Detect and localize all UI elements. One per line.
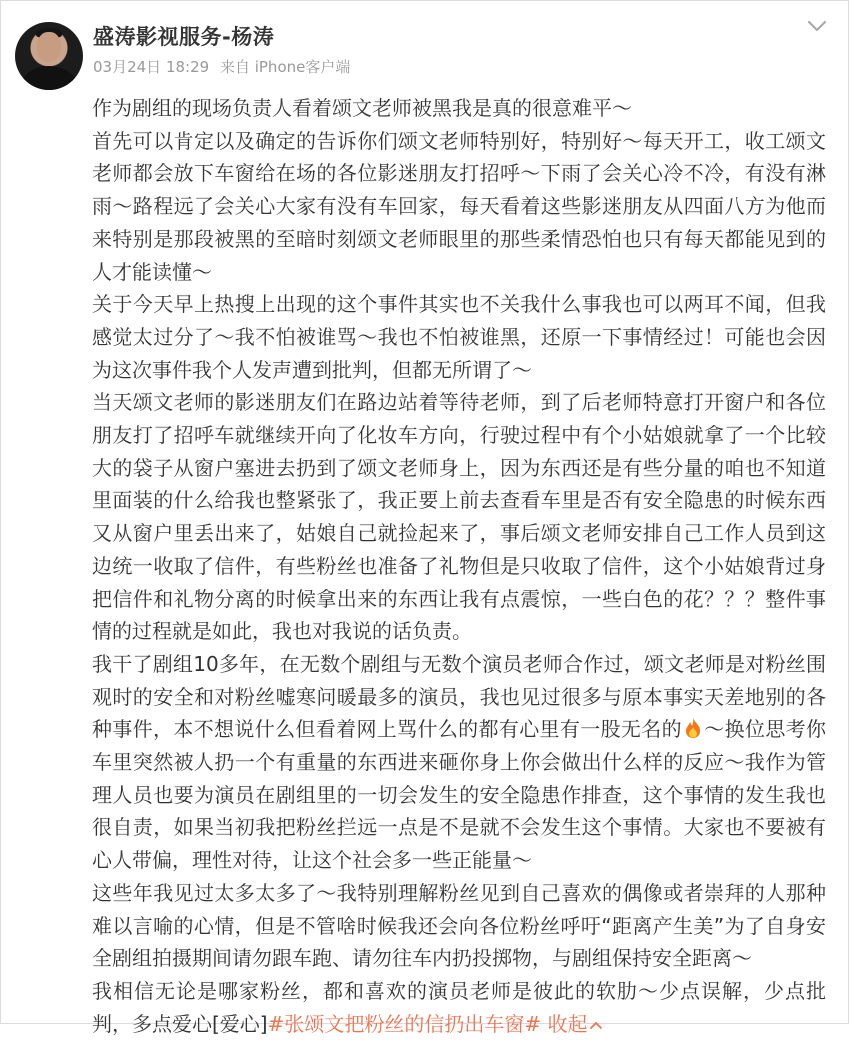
post-paragraph: 这些年我见过太多太多了～我特别理解粉丝见到自己喜欢的偶像或者崇拜的人那种难以言喻的心情，但是不管啥时候我还会向各位粉丝呼吁“距离产生美”为了自身安全剧组拍摄期间请勿跟车跑、请勿往车内扔投掷物，与剧组保持安全距离～ [92, 880, 826, 971]
post-content [92, 92, 826, 1040]
chevron-down-icon[interactable] [804, 15, 830, 37]
fire-emoji-icon [684, 717, 702, 739]
chevron-up-icon [590, 1021, 602, 1029]
post-paragraph: 当天颂文老师的影迷朋友们在路边站着等待老师，到了后老师特意打开窗户和各位朋友打了招呼车就继续开向了化妆车方向，行驶过程中有个小姑娘就拿了一个比较大的袋子从窗户塞进去扔到了颂文老师身上，因为东西还是有些分量的咱也不知道里面装的什么给我也整紧张了，我正要上前去查看车里是否有安全隐患的时候东西又从窗户里丢出来了，姑娘自己就捡起来了，事后颂文老师安排自己工作人员到这边统一收取了信件，有些粉丝也准备了礼物但是只收取了信件，这个小姑娘背过身把信件和礼物分离的时候拿出来的东西让我有点震惊，一些白色的花？？？整件事情的过程就是如此，我也对我说的话负责。 [92, 390, 826, 644]
post-source: 来自 iPhone客户端 [219, 58, 351, 76]
hashtag-link[interactable]: #张颂文把粉丝的信扔出车窗# [267, 1011, 542, 1036]
avatar[interactable] [15, 22, 83, 90]
post-paragraph: 首先可以肯定以及确定的告诉你们颂文老师特别好，特别好～每天开工，收工颂文老师都会放下车窗给在场的各位影迷朋友打招呼～下雨了会关心冷不冷，有没有淋雨～路程远了会关心大家有没有车回家，每天看着这些影迷朋友从四面八方为他而来特别是那段被黑的至暗时刻颂文老师眼里的那些柔情恐怕也只有每天都能见到的人才能读懂～ [92, 128, 826, 284]
post-date[interactable]: 03月24日 18:29 [93, 58, 210, 76]
post-paragraph [92, 648, 826, 877]
collapse-label: 收起 [547, 1011, 588, 1036]
paragraph-text: 我干了剧组10多年，在无数个剧组与无数个演员老师合作过，颂文老师是对粉丝围观时的安全和对粉丝嘘寒问暖最多的演员，我也见过很多与原本事实天差地别的各种事件，本不想说什么但看着网上骂什么的都有心里有一股无名的 [92, 651, 826, 742]
post-paragraph: 作为剧组的现场负责人看着颂文老师被黑我是真的很意难平～ [92, 96, 632, 120]
paragraph-text: 我相信无论是哪家粉丝，都和喜欢的演员老师是彼此的软肋～少点误解，少点批判，多点爱心[爱心] [92, 978, 826, 1036]
post-paragraph: 关于今天早上热搜上出现的这个事件其实也不关我什么事我也可以两耳不闻，但我感觉太过分了～我不怕被谁骂～我也不怕被谁黑，还原一下事情经过！可能也会因为这次事件我个人发声遭到批判，但都无所谓了～ [92, 292, 826, 382]
username[interactable]: 盛涛影视服务-杨涛 [93, 25, 275, 49]
post-paragraph [92, 975, 826, 1040]
post-meta [93, 56, 356, 77]
paragraph-text: ～换位思考你车里突然被人扔一个有重量的东西进来砸你身上你会做出什么样的反应～我作为管理人员也要为演员在剧组里的一切会发生的安全隐患作排查，这个事情的发生我也很自责，如果当初我把粉丝拦远一点是不是就不会发生这个事情。大家也不要被有心人带偏，理性对待，让这个社会多一些正能量～ [92, 717, 827, 873]
